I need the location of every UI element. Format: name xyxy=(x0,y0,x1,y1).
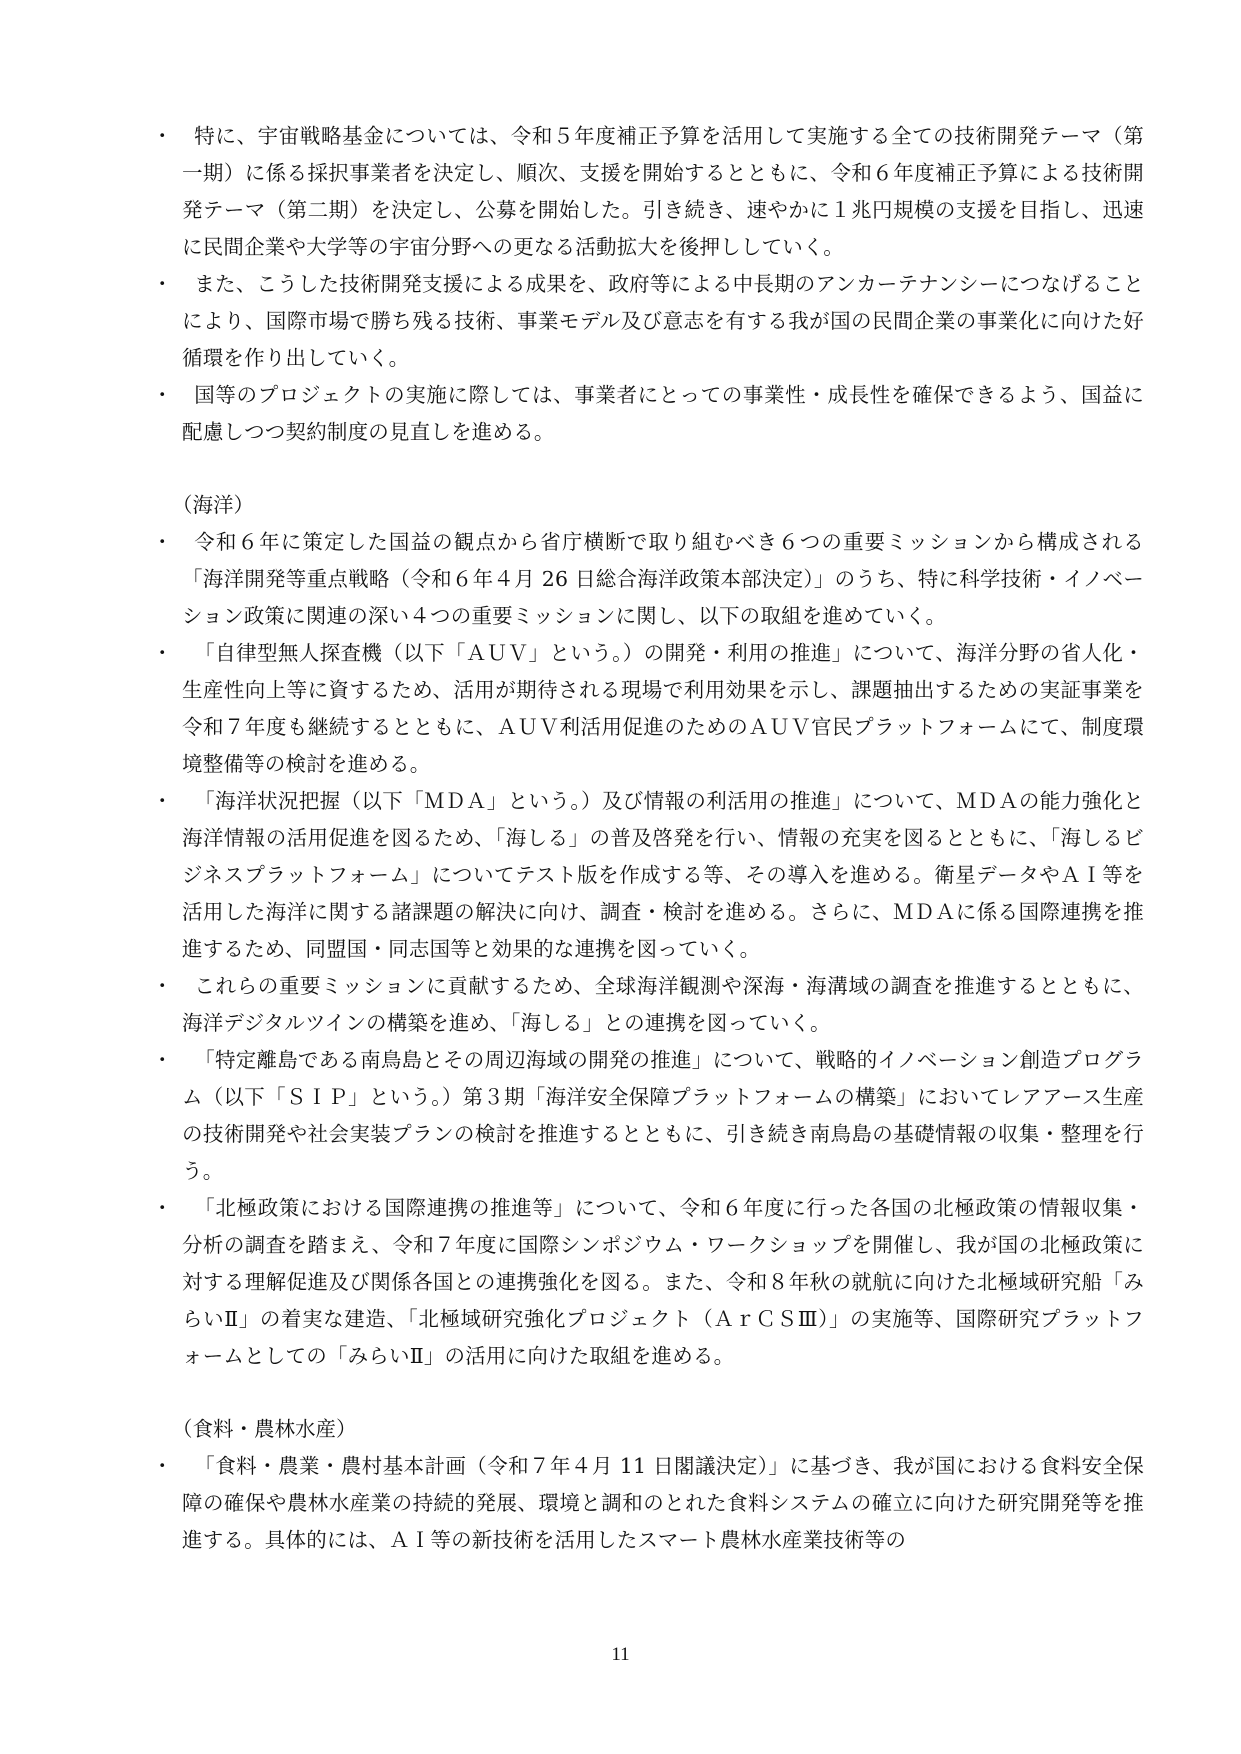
section-heading-ocean: （海洋） xyxy=(172,493,254,517)
bullet-icon: ・ xyxy=(152,1454,173,1478)
list-item-text: 「自律型無人探査機（以下「ＡＵＶ」という。）の開発・利用の推進」について、海洋分野の省人化・生産性向上等に資するため、活用が期待される現場で利用効果を示し、課題抽出するための実証事業を令和７年度も継続するとともに、ＡＵＶ利活用促進のためのＡＵＶ官民プラットフォームにて、制度環境整備等の検討を進める。 xyxy=(182,641,1144,776)
bullet-icon: ・ xyxy=(152,530,173,554)
list-item xyxy=(152,1190,1144,1375)
list-item-text: 「海洋状況把握（以下「ＭＤＡ」という。）及び情報の利活用の推進」について、ＭＤＡの能力強化と海洋情報の活用促進を図るため、「海しる」の普及啓発を行い、情報の充実を図るとともに、「海しるビジネスプラットフォーム」についてテスト版を作成する等、その導入を進める。衛星データやＡＩ等を活用した海洋に関する諸課題の解決に向け、調査・検討を進める。さらに、ＭＤＡに係る国際連携を推進するため、同盟国・同志国等と効果的な連携を図っていく。 xyxy=(182,789,1144,961)
bullet-icon: ・ xyxy=(152,124,173,148)
list-item-text: 国等のプロジェクトの実施に際しては、事業者にとっての事業性・成長性を確保できるよう、国益に配慮しつつ契約制度の見直しを進める。 xyxy=(182,383,1144,444)
list-item-text: これらの重要ミッションに貢献するため、全球海洋観測や深海・海溝域の調査を推進するとともに、海洋デジタルツインの構築を進め、「海しる」との連携を図っていく。 xyxy=(182,974,1144,1035)
list-item xyxy=(152,377,1144,451)
bullet-icon: ・ xyxy=(152,641,173,665)
bullet-icon: ・ xyxy=(152,974,173,998)
list-item xyxy=(152,524,1144,635)
ocean-section xyxy=(152,487,1144,1375)
list-item xyxy=(152,635,1144,783)
list-item xyxy=(152,968,1144,1042)
list-item-text: 令和６年に策定した国益の観点から省庁横断で取り組むべき６つの重要ミッションから構成される「海洋開発等重点戦略（令和６年４月 26 日総合海洋政策本部決定）」のうち、特に科学技術・イノベーション政策に関連の深い４つの重要ミッションに関し、以下の取組を進めていく。 xyxy=(182,530,1144,628)
list-item-text: また、こうした技術開発支援による成果を、政府等による中長期のアンカーテナンシーにつなげることにより、国際市場で勝ち残る技術、事業モデル及び意志を有する我が国の民間企業の事業化に向けた好循環を作り出していく。 xyxy=(182,272,1144,370)
list-item xyxy=(152,118,1144,266)
bullet-icon: ・ xyxy=(152,1048,173,1072)
list-item-text: 「特定離島である南鳥島とその周辺海域の開発の推進」について、戦略的イノベーション創造プログラム（以下「ＳＩＰ」という。）第３期「海洋安全保障プラットフォームの構築」においてレアアース生産の技術開発や社会実装プランの検討を推進するとともに、引き続き南鳥島の基礎情報の収集・整理を行う。 xyxy=(182,1048,1144,1183)
bullet-icon: ・ xyxy=(152,1196,173,1220)
food-section xyxy=(152,1411,1144,1559)
list-item xyxy=(152,783,1144,968)
list-item xyxy=(152,1042,1144,1190)
bullet-icon: ・ xyxy=(152,383,173,407)
bullet-icon: ・ xyxy=(152,789,173,813)
section-heading-food: （食料・農林水産） xyxy=(172,1417,357,1441)
space-section xyxy=(152,118,1144,451)
bullet-icon: ・ xyxy=(152,272,173,296)
list-item-text: 「食料・農業・農村基本計画（令和７年４月 11 日閣議決定）」に基づき、我が国における食料安全保障の確保や農林水産業の持続的発展、環境と調和のとれた食料システムの確立に向けた研究開発等を推進する。具体的には、ＡＩ等の新技術を活用したスマート農林水産業技術等の xyxy=(182,1454,1144,1552)
document-body xyxy=(152,118,1144,1559)
list-item-text: 「北極政策における国際連携の推進等」について、令和６年度に行った各国の北極政策の情報収集・分析の調査を踏まえ、令和７年度に国際シンポジウム・ワークショップを開催し、我が国の北極政策に対する理解促進及び関係各国との連携強化を図る。また、令和８年秋の就航に向けた北極域研究船「みらいⅡ」の着実な建造、「北極域研究強化プロジェクト（ＡｒＣＳⅢ）」の実施等、国際研究プラットフォームとしての「みらいⅡ」の活用に向けた取組を進める。 xyxy=(182,1196,1144,1368)
page-number: 11 xyxy=(611,1644,630,1665)
list-item xyxy=(152,1448,1144,1559)
list-item-text: 特に、宇宙戦略基金については、令和５年度補正予算を活用して実施する全ての技術開発テーマ（第一期）に係る採択事業者を決定し、順次、支援を開始するとともに、令和６年度補正予算による技術開発テーマ（第二期）を決定し、公募を開始した。引き続き、速やかに１兆円規模の支援を目指し、迅速に民間企業や大学等の宇宙分野への更なる活動拡大を後押ししていく。 xyxy=(182,124,1144,259)
list-item xyxy=(152,266,1144,377)
